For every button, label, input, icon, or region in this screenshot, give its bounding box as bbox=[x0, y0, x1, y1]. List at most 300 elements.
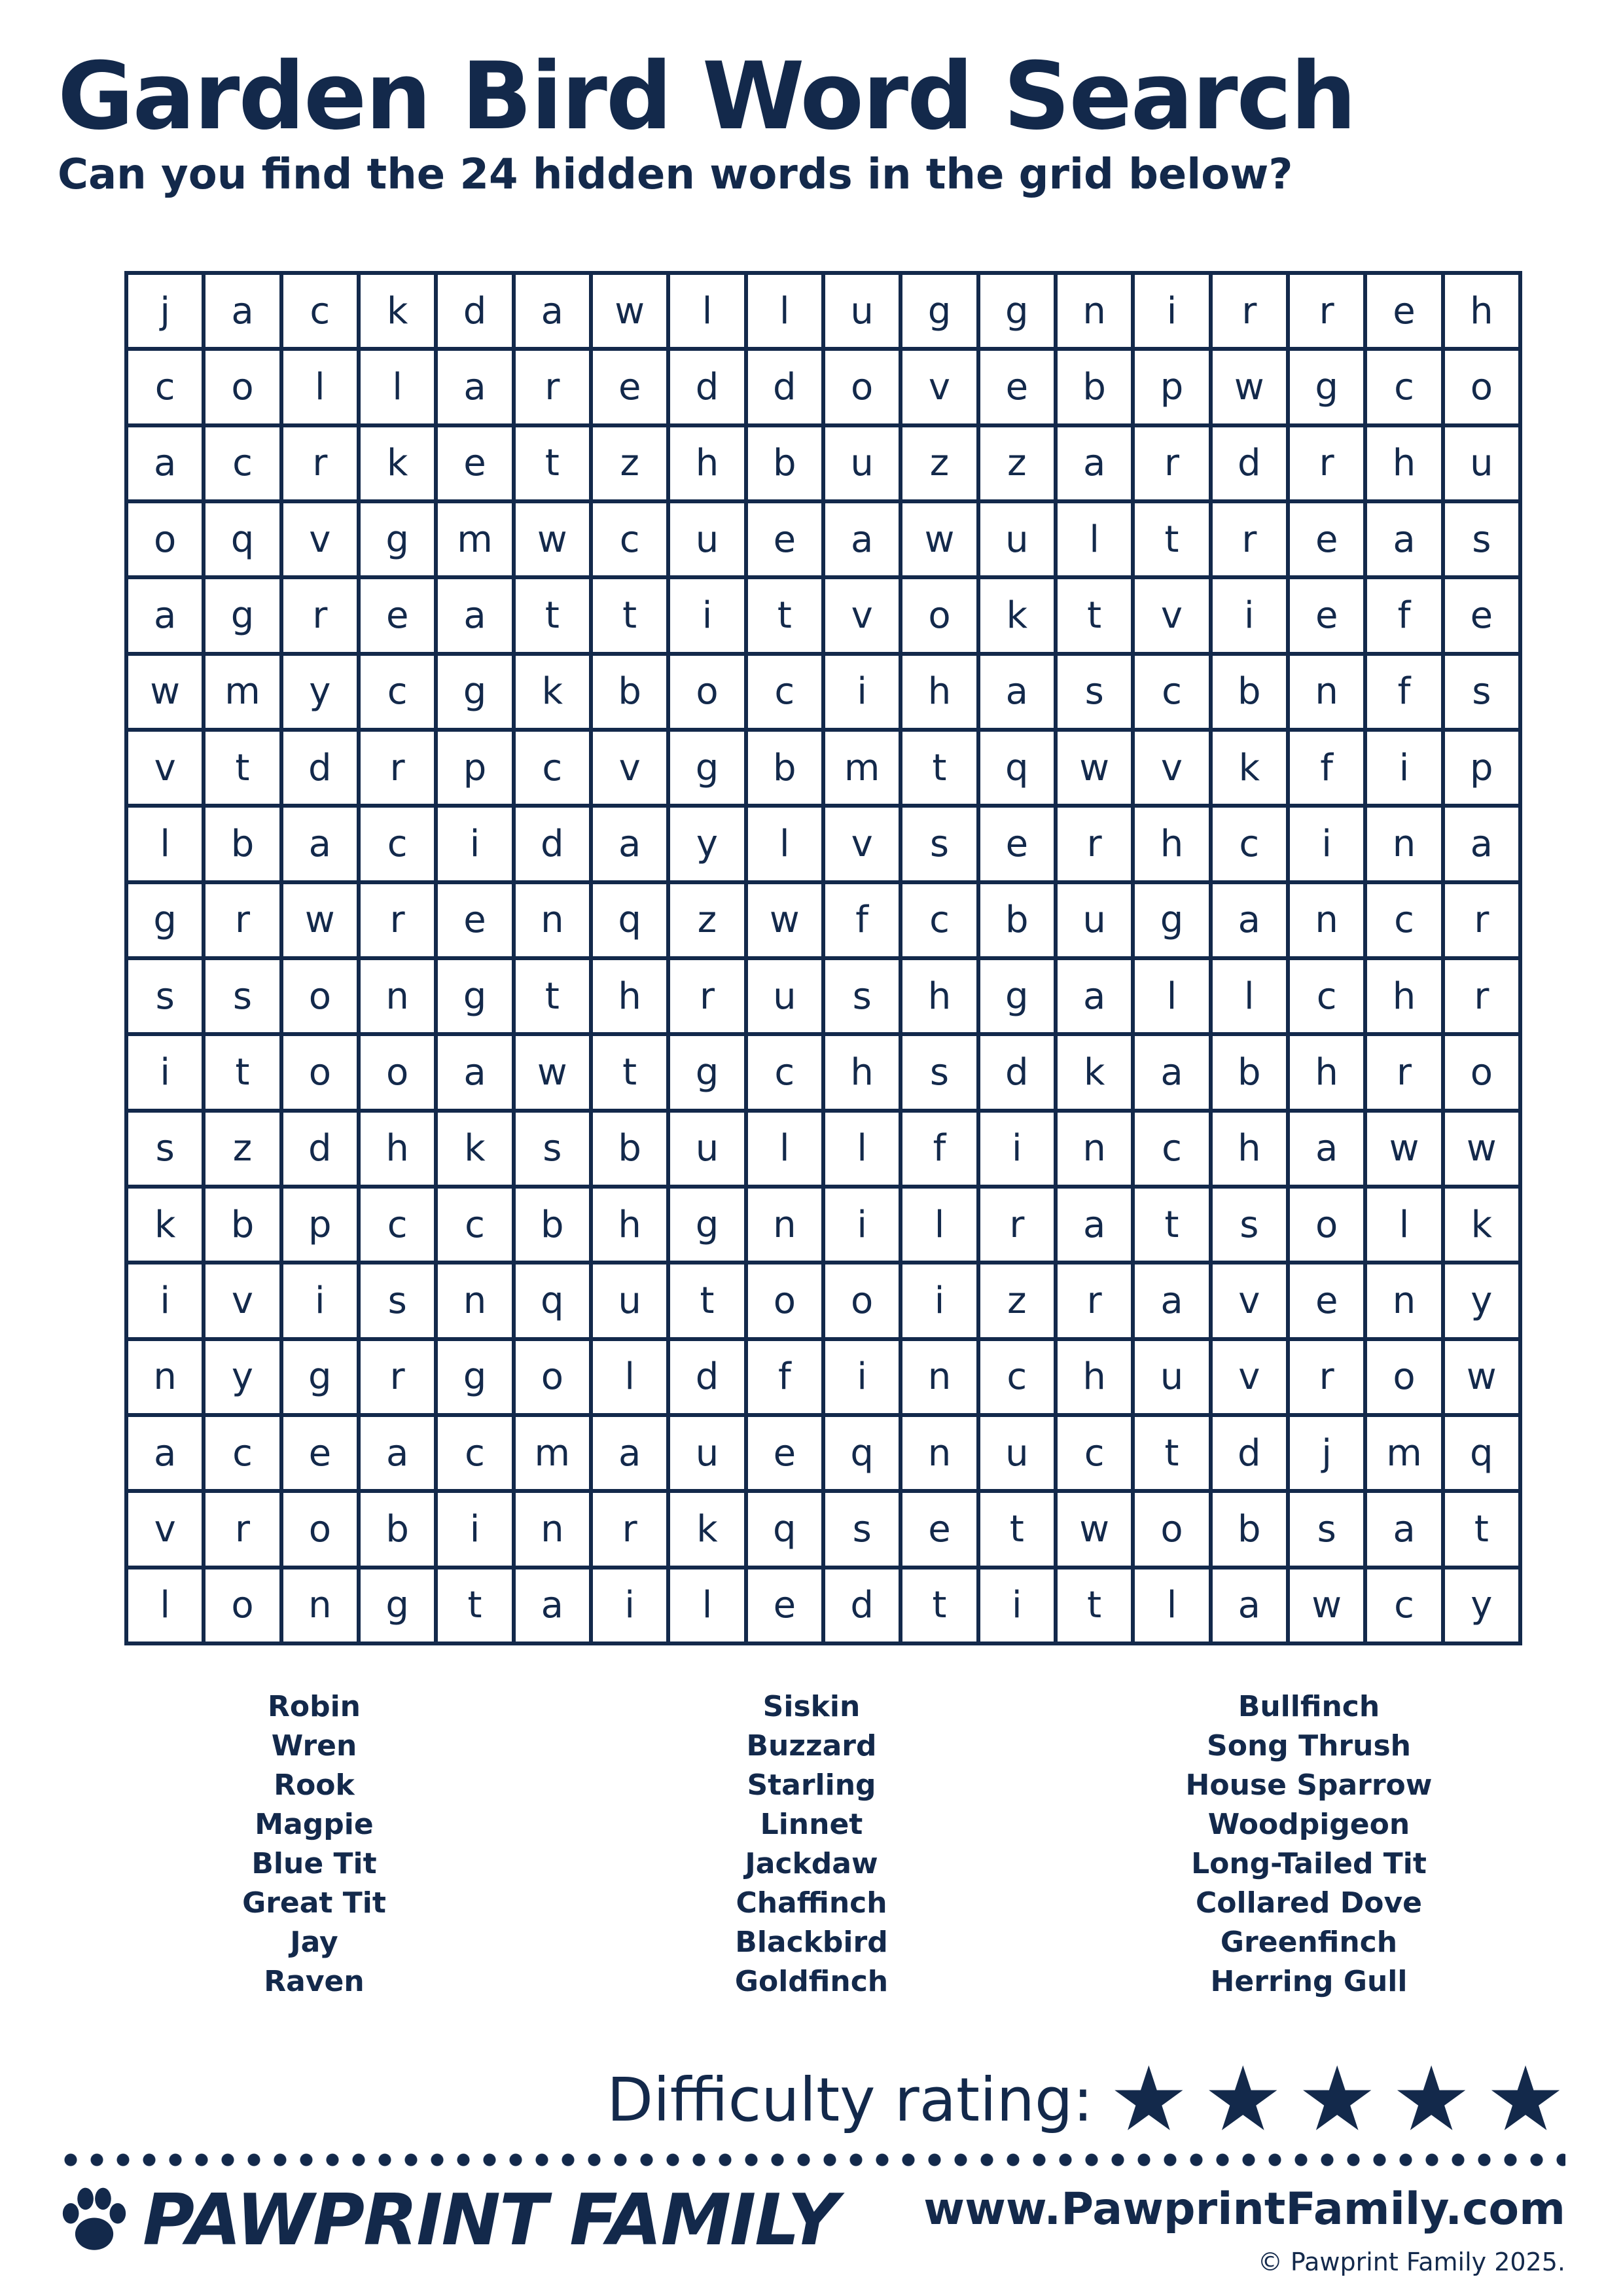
grid-cell[interactable]: t bbox=[516, 427, 593, 503]
grid-cell[interactable]: s bbox=[902, 1036, 980, 1112]
grid-cell[interactable]: i bbox=[825, 1189, 902, 1265]
grid-cell[interactable]: j bbox=[1290, 1417, 1367, 1493]
grid-cell[interactable]: h bbox=[361, 1113, 438, 1189]
grid-cell[interactable]: t bbox=[1058, 1570, 1135, 1645]
grid-cell[interactable]: n bbox=[748, 1189, 825, 1265]
grid-cell[interactable]: d bbox=[283, 732, 361, 808]
grid-cell[interactable]: t bbox=[1058, 579, 1135, 655]
grid-cell[interactable]: a bbox=[1135, 1036, 1212, 1112]
grid-cell[interactable]: i bbox=[128, 1036, 205, 1112]
grid-cell[interactable]: q bbox=[980, 732, 1058, 808]
grid-cell[interactable]: v bbox=[593, 732, 670, 808]
grid-cell[interactable]: o bbox=[361, 1036, 438, 1112]
grid-cell[interactable]: c bbox=[361, 808, 438, 884]
grid-cell[interactable]: u bbox=[1445, 427, 1522, 503]
grid-cell[interactable]: o bbox=[1290, 1189, 1367, 1265]
grid-cell[interactable]: h bbox=[593, 1189, 670, 1265]
grid-cell[interactable]: t bbox=[438, 1570, 515, 1645]
grid-cell[interactable]: q bbox=[205, 503, 283, 579]
grid-cell[interactable]: k bbox=[516, 656, 593, 732]
grid-cell[interactable]: a bbox=[438, 1036, 515, 1112]
grid-cell[interactable]: d bbox=[980, 1036, 1058, 1112]
grid-cell[interactable]: k bbox=[128, 1189, 205, 1265]
grid-cell[interactable]: r bbox=[283, 427, 361, 503]
grid-cell[interactable]: s bbox=[825, 1493, 902, 1569]
grid-cell[interactable]: t bbox=[205, 732, 283, 808]
grid-cell[interactable]: m bbox=[825, 732, 902, 808]
grid-cell[interactable]: b bbox=[1213, 1036, 1290, 1112]
grid-cell[interactable]: l bbox=[1213, 960, 1290, 1036]
grid-cell[interactable]: a bbox=[1445, 808, 1522, 884]
grid-cell[interactable]: r bbox=[205, 1493, 283, 1569]
grid-cell[interactable]: e bbox=[1290, 579, 1367, 655]
grid-cell[interactable]: o bbox=[283, 1493, 361, 1569]
grid-cell[interactable]: a bbox=[128, 1417, 205, 1493]
grid-cell[interactable]: p bbox=[438, 732, 515, 808]
grid-cell[interactable]: e bbox=[980, 808, 1058, 884]
grid-cell[interactable]: w bbox=[902, 503, 980, 579]
grid-cell[interactable]: l bbox=[1135, 960, 1212, 1036]
grid-cell[interactable]: a bbox=[1058, 960, 1135, 1036]
grid-cell[interactable]: a bbox=[361, 1417, 438, 1493]
grid-cell[interactable]: l bbox=[748, 1113, 825, 1189]
grid-cell[interactable]: o bbox=[128, 503, 205, 579]
grid-cell[interactable]: l bbox=[283, 351, 361, 427]
grid-cell[interactable]: s bbox=[128, 960, 205, 1036]
grid-cell[interactable]: l bbox=[670, 1570, 747, 1645]
grid-cell[interactable]: h bbox=[1213, 1113, 1290, 1189]
grid-cell[interactable]: l bbox=[593, 1341, 670, 1417]
grid-cell[interactable]: b bbox=[593, 1113, 670, 1189]
grid-cell[interactable]: l bbox=[361, 351, 438, 427]
grid-cell[interactable]: a bbox=[1367, 503, 1444, 579]
grid-cell[interactable]: a bbox=[283, 808, 361, 884]
grid-cell[interactable]: f bbox=[1290, 732, 1367, 808]
grid-cell[interactable]: r bbox=[205, 884, 283, 960]
grid-cell[interactable]: v bbox=[825, 808, 902, 884]
grid-cell[interactable]: e bbox=[1290, 503, 1367, 579]
grid-cell[interactable]: l bbox=[902, 1189, 980, 1265]
grid-cell[interactable]: v bbox=[128, 732, 205, 808]
grid-cell[interactable]: r bbox=[1058, 808, 1135, 884]
grid-cell[interactable]: k bbox=[1445, 1189, 1522, 1265]
grid-cell[interactable]: m bbox=[1367, 1417, 1444, 1493]
grid-cell[interactable]: q bbox=[516, 1265, 593, 1340]
grid-cell[interactable]: a bbox=[516, 1570, 593, 1645]
grid-cell[interactable]: o bbox=[1135, 1493, 1212, 1569]
grid-cell[interactable]: s bbox=[1445, 656, 1522, 732]
grid-cell[interactable]: s bbox=[1290, 1493, 1367, 1569]
grid-cell[interactable]: g bbox=[128, 884, 205, 960]
grid-cell[interactable]: y bbox=[283, 656, 361, 732]
grid-cell[interactable]: h bbox=[593, 960, 670, 1036]
grid-cell[interactable]: a bbox=[1213, 1570, 1290, 1645]
grid-cell[interactable]: c bbox=[516, 732, 593, 808]
grid-cell[interactable]: k bbox=[1213, 732, 1290, 808]
grid-cell[interactable]: u bbox=[825, 275, 902, 351]
grid-cell[interactable]: n bbox=[1290, 656, 1367, 732]
grid-cell[interactable]: q bbox=[593, 884, 670, 960]
grid-cell[interactable]: r bbox=[361, 1341, 438, 1417]
grid-cell[interactable]: n bbox=[438, 1265, 515, 1340]
grid-cell[interactable]: c bbox=[1367, 884, 1444, 960]
grid-cell[interactable]: s bbox=[902, 808, 980, 884]
grid-cell[interactable]: d bbox=[748, 351, 825, 427]
grid-cell[interactable]: n bbox=[361, 960, 438, 1036]
grid-cell[interactable]: h bbox=[825, 1036, 902, 1112]
grid-cell[interactable]: s bbox=[516, 1113, 593, 1189]
grid-cell[interactable]: h bbox=[670, 427, 747, 503]
grid-cell[interactable]: t bbox=[593, 1036, 670, 1112]
grid-cell[interactable]: h bbox=[902, 960, 980, 1036]
grid-cell[interactable]: r bbox=[361, 884, 438, 960]
grid-cell[interactable]: o bbox=[825, 1265, 902, 1340]
grid-cell[interactable]: k bbox=[438, 1113, 515, 1189]
grid-cell[interactable]: c bbox=[1367, 1570, 1444, 1645]
grid-cell[interactable]: g bbox=[1135, 884, 1212, 960]
grid-cell[interactable]: w bbox=[516, 1036, 593, 1112]
grid-cell[interactable]: h bbox=[1135, 808, 1212, 884]
grid-cell[interactable]: e bbox=[980, 351, 1058, 427]
grid-cell[interactable]: k bbox=[361, 275, 438, 351]
grid-cell[interactable]: b bbox=[516, 1189, 593, 1265]
grid-cell[interactable]: i bbox=[128, 1265, 205, 1340]
grid-cell[interactable]: i bbox=[1290, 808, 1367, 884]
grid-cell[interactable]: w bbox=[1445, 1113, 1522, 1189]
grid-cell[interactable]: d bbox=[516, 808, 593, 884]
grid-cell[interactable]: e bbox=[593, 351, 670, 427]
grid-cell[interactable]: w bbox=[593, 275, 670, 351]
grid-cell[interactable]: b bbox=[748, 427, 825, 503]
grid-cell[interactable]: w bbox=[1058, 1493, 1135, 1569]
grid-cell[interactable]: c bbox=[748, 1036, 825, 1112]
grid-cell[interactable]: s bbox=[1058, 656, 1135, 732]
grid-cell[interactable]: a bbox=[1290, 1113, 1367, 1189]
grid-cell[interactable]: i bbox=[825, 1341, 902, 1417]
grid-cell[interactable]: n bbox=[516, 884, 593, 960]
grid-cell[interactable]: q bbox=[1445, 1417, 1522, 1493]
grid-cell[interactable]: h bbox=[1290, 1036, 1367, 1112]
grid-cell[interactable]: i bbox=[1213, 579, 1290, 655]
grid-cell[interactable]: q bbox=[825, 1417, 902, 1493]
grid-cell[interactable]: v bbox=[128, 1493, 205, 1569]
grid-cell[interactable]: a bbox=[516, 275, 593, 351]
grid-cell[interactable]: a bbox=[593, 1417, 670, 1493]
grid-cell[interactable]: f bbox=[825, 884, 902, 960]
grid-cell[interactable]: o bbox=[1445, 1036, 1522, 1112]
grid-cell[interactable]: r bbox=[1213, 275, 1290, 351]
grid-cell[interactable]: b bbox=[361, 1493, 438, 1569]
grid-cell[interactable]: t bbox=[902, 732, 980, 808]
grid-cell[interactable]: e bbox=[1367, 275, 1444, 351]
grid-cell[interactable]: a bbox=[438, 351, 515, 427]
grid-cell[interactable]: b bbox=[980, 884, 1058, 960]
grid-cell[interactable]: h bbox=[1367, 960, 1444, 1036]
grid-cell[interactable]: b bbox=[205, 1189, 283, 1265]
grid-cell[interactable]: t bbox=[1135, 503, 1212, 579]
grid-cell[interactable]: v bbox=[1135, 732, 1212, 808]
grid-cell[interactable]: e bbox=[1290, 1265, 1367, 1340]
grid-cell[interactable]: h bbox=[1058, 1341, 1135, 1417]
grid-cell[interactable]: k bbox=[361, 427, 438, 503]
grid-cell[interactable]: f bbox=[1367, 656, 1444, 732]
grid-cell[interactable]: o bbox=[748, 1265, 825, 1340]
grid-cell[interactable]: a bbox=[128, 427, 205, 503]
grid-cell[interactable]: r bbox=[1058, 1265, 1135, 1340]
grid-cell[interactable]: c bbox=[1213, 808, 1290, 884]
grid-cell[interactable]: c bbox=[593, 503, 670, 579]
grid-cell[interactable]: h bbox=[902, 656, 980, 732]
grid-cell[interactable]: a bbox=[128, 579, 205, 655]
grid-cell[interactable]: a bbox=[1367, 1493, 1444, 1569]
grid-cell[interactable]: v bbox=[825, 579, 902, 655]
grid-cell[interactable]: t bbox=[1135, 1417, 1212, 1493]
grid-cell[interactable]: e bbox=[748, 1417, 825, 1493]
grid-cell[interactable]: q bbox=[748, 1493, 825, 1569]
grid-cell[interactable]: z bbox=[670, 884, 747, 960]
grid-cell[interactable]: s bbox=[205, 960, 283, 1036]
grid-cell[interactable]: a bbox=[1135, 1265, 1212, 1340]
grid-cell[interactable]: i bbox=[593, 1570, 670, 1645]
grid-cell[interactable]: d bbox=[825, 1570, 902, 1645]
grid-cell[interactable]: r bbox=[361, 732, 438, 808]
grid-cell[interactable]: o bbox=[205, 351, 283, 427]
grid-cell[interactable]: c bbox=[283, 275, 361, 351]
grid-cell[interactable]: d bbox=[283, 1113, 361, 1189]
grid-cell[interactable]: c bbox=[205, 427, 283, 503]
grid-cell[interactable]: p bbox=[1135, 351, 1212, 427]
grid-cell[interactable]: c bbox=[1367, 351, 1444, 427]
grid-cell[interactable]: g bbox=[205, 579, 283, 655]
grid-cell[interactable]: t bbox=[1445, 1493, 1522, 1569]
grid-cell[interactable]: d bbox=[438, 275, 515, 351]
grid-cell[interactable]: v bbox=[1135, 579, 1212, 655]
grid-cell[interactable]: l bbox=[748, 275, 825, 351]
grid-cell[interactable]: l bbox=[670, 275, 747, 351]
grid-cell[interactable]: n bbox=[902, 1341, 980, 1417]
grid-cell[interactable]: b bbox=[1058, 351, 1135, 427]
grid-cell[interactable]: o bbox=[1445, 351, 1522, 427]
grid-cell[interactable]: c bbox=[748, 656, 825, 732]
grid-cell[interactable]: f bbox=[748, 1341, 825, 1417]
grid-cell[interactable]: y bbox=[1445, 1570, 1522, 1645]
grid-cell[interactable]: g bbox=[902, 275, 980, 351]
grid-cell[interactable]: u bbox=[748, 960, 825, 1036]
grid-cell[interactable]: i bbox=[902, 1265, 980, 1340]
grid-cell[interactable]: r bbox=[1290, 1341, 1367, 1417]
grid-cell[interactable]: i bbox=[670, 579, 747, 655]
grid-cell[interactable]: l bbox=[1367, 1189, 1444, 1265]
grid-cell[interactable]: v bbox=[1213, 1265, 1290, 1340]
grid-cell[interactable]: r bbox=[1290, 275, 1367, 351]
grid-cell[interactable]: v bbox=[205, 1265, 283, 1340]
grid-cell[interactable]: e bbox=[283, 1417, 361, 1493]
grid-cell[interactable]: s bbox=[1445, 503, 1522, 579]
grid-cell[interactable]: t bbox=[670, 1265, 747, 1340]
grid-cell[interactable]: n bbox=[1367, 1265, 1444, 1340]
grid-cell[interactable]: a bbox=[825, 503, 902, 579]
grid-cell[interactable]: g bbox=[438, 1341, 515, 1417]
grid-cell[interactable]: c bbox=[1135, 1113, 1212, 1189]
grid-cell[interactable]: a bbox=[593, 808, 670, 884]
grid-cell[interactable]: n bbox=[128, 1341, 205, 1417]
grid-cell[interactable]: j bbox=[128, 275, 205, 351]
grid-cell[interactable]: c bbox=[128, 351, 205, 427]
grid-cell[interactable]: z bbox=[902, 427, 980, 503]
grid-cell[interactable]: m bbox=[205, 656, 283, 732]
grid-cell[interactable]: s bbox=[361, 1265, 438, 1340]
grid-cell[interactable]: l bbox=[1058, 503, 1135, 579]
grid-cell[interactable]: i bbox=[980, 1570, 1058, 1645]
grid-cell[interactable]: w bbox=[1213, 351, 1290, 427]
grid-cell[interactable]: e bbox=[1445, 579, 1522, 655]
grid-cell[interactable]: d bbox=[670, 1341, 747, 1417]
grid-cell[interactable]: e bbox=[361, 579, 438, 655]
grid-cell[interactable]: a bbox=[1213, 884, 1290, 960]
grid-cell[interactable]: h bbox=[1367, 427, 1444, 503]
grid-cell[interactable]: b bbox=[205, 808, 283, 884]
grid-cell[interactable]: k bbox=[1058, 1036, 1135, 1112]
grid-cell[interactable]: u bbox=[670, 503, 747, 579]
grid-cell[interactable]: v bbox=[902, 351, 980, 427]
grid-cell[interactable]: t bbox=[980, 1493, 1058, 1569]
grid-cell[interactable]: o bbox=[825, 351, 902, 427]
grid-cell[interactable]: w bbox=[1367, 1113, 1444, 1189]
grid-cell[interactable]: o bbox=[283, 1036, 361, 1112]
grid-cell[interactable]: c bbox=[361, 656, 438, 732]
grid-cell[interactable]: i bbox=[438, 808, 515, 884]
grid-cell[interactable]: f bbox=[902, 1113, 980, 1189]
grid-cell[interactable]: z bbox=[205, 1113, 283, 1189]
grid-cell[interactable]: z bbox=[980, 427, 1058, 503]
grid-cell[interactable]: g bbox=[670, 1189, 747, 1265]
grid-cell[interactable]: l bbox=[128, 808, 205, 884]
grid-cell[interactable]: g bbox=[670, 1036, 747, 1112]
grid-cell[interactable]: r bbox=[516, 351, 593, 427]
grid-cell[interactable]: t bbox=[205, 1036, 283, 1112]
grid-cell[interactable]: r bbox=[1445, 960, 1522, 1036]
grid-cell[interactable]: f bbox=[1367, 579, 1444, 655]
grid-cell[interactable]: r bbox=[1135, 427, 1212, 503]
grid-cell[interactable]: g bbox=[438, 960, 515, 1036]
grid-cell[interactable]: i bbox=[1367, 732, 1444, 808]
grid-cell[interactable]: n bbox=[902, 1417, 980, 1493]
grid-cell[interactable]: z bbox=[593, 427, 670, 503]
grid-cell[interactable]: t bbox=[1135, 1189, 1212, 1265]
grid-cell[interactable]: c bbox=[205, 1417, 283, 1493]
grid-cell[interactable]: g bbox=[438, 656, 515, 732]
grid-cell[interactable]: t bbox=[902, 1570, 980, 1645]
grid-cell[interactable]: o bbox=[283, 960, 361, 1036]
grid-cell[interactable]: g bbox=[361, 1570, 438, 1645]
grid-cell[interactable]: w bbox=[516, 503, 593, 579]
grid-cell[interactable]: b bbox=[593, 656, 670, 732]
grid-cell[interactable]: y bbox=[670, 808, 747, 884]
grid-cell[interactable]: i bbox=[980, 1113, 1058, 1189]
grid-cell[interactable]: o bbox=[902, 579, 980, 655]
grid-cell[interactable]: u bbox=[593, 1265, 670, 1340]
grid-cell[interactable]: v bbox=[283, 503, 361, 579]
grid-cell[interactable]: o bbox=[205, 1570, 283, 1645]
grid-cell[interactable]: m bbox=[438, 503, 515, 579]
grid-cell[interactable]: r bbox=[283, 579, 361, 655]
grid-cell[interactable]: b bbox=[748, 732, 825, 808]
grid-cell[interactable]: c bbox=[902, 884, 980, 960]
grid-cell[interactable]: r bbox=[1213, 503, 1290, 579]
grid-cell[interactable]: p bbox=[1445, 732, 1522, 808]
grid-cell[interactable]: e bbox=[748, 503, 825, 579]
grid-cell[interactable]: n bbox=[516, 1493, 593, 1569]
grid-cell[interactable]: n bbox=[1058, 275, 1135, 351]
grid-cell[interactable]: n bbox=[283, 1570, 361, 1645]
grid-cell[interactable]: h bbox=[1445, 275, 1522, 351]
grid-cell[interactable]: p bbox=[283, 1189, 361, 1265]
grid-cell[interactable]: i bbox=[1135, 275, 1212, 351]
grid-cell[interactable]: r bbox=[980, 1189, 1058, 1265]
grid-cell[interactable]: c bbox=[980, 1341, 1058, 1417]
grid-cell[interactable]: w bbox=[748, 884, 825, 960]
grid-cell[interactable]: u bbox=[670, 1113, 747, 1189]
grid-cell[interactable]: n bbox=[1058, 1113, 1135, 1189]
grid-cell[interactable]: k bbox=[670, 1493, 747, 1569]
grid-cell[interactable]: a bbox=[1058, 427, 1135, 503]
grid-cell[interactable]: l bbox=[1135, 1570, 1212, 1645]
grid-cell[interactable]: a bbox=[205, 275, 283, 351]
grid-cell[interactable]: y bbox=[1445, 1265, 1522, 1340]
grid-cell[interactable]: i bbox=[283, 1265, 361, 1340]
grid-cell[interactable]: w bbox=[1445, 1341, 1522, 1417]
grid-cell[interactable]: r bbox=[1445, 884, 1522, 960]
grid-cell[interactable]: w bbox=[1058, 732, 1135, 808]
grid-cell[interactable]: s bbox=[128, 1113, 205, 1189]
grid-cell[interactable]: d bbox=[1213, 1417, 1290, 1493]
grid-cell[interactable]: c bbox=[1135, 656, 1212, 732]
grid-cell[interactable]: a bbox=[438, 579, 515, 655]
grid-cell[interactable]: s bbox=[825, 960, 902, 1036]
grid-cell[interactable]: i bbox=[825, 656, 902, 732]
grid-cell[interactable]: w bbox=[283, 884, 361, 960]
grid-cell[interactable]: c bbox=[361, 1189, 438, 1265]
grid-cell[interactable]: g bbox=[361, 503, 438, 579]
grid-cell[interactable]: m bbox=[516, 1417, 593, 1493]
grid-cell[interactable]: t bbox=[516, 960, 593, 1036]
grid-cell[interactable]: l bbox=[748, 808, 825, 884]
grid-cell[interactable]: z bbox=[980, 1265, 1058, 1340]
grid-cell[interactable]: e bbox=[438, 884, 515, 960]
grid-cell[interactable]: u bbox=[980, 1417, 1058, 1493]
grid-cell[interactable]: t bbox=[748, 579, 825, 655]
grid-cell[interactable]: c bbox=[438, 1417, 515, 1493]
grid-cell[interactable]: b bbox=[1213, 656, 1290, 732]
grid-cell[interactable]: c bbox=[438, 1189, 515, 1265]
grid-cell[interactable]: g bbox=[1290, 351, 1367, 427]
grid-cell[interactable]: s bbox=[1213, 1189, 1290, 1265]
grid-cell[interactable]: u bbox=[1058, 884, 1135, 960]
grid-cell[interactable]: g bbox=[980, 960, 1058, 1036]
grid-cell[interactable]: a bbox=[980, 656, 1058, 732]
grid-cell[interactable]: r bbox=[1290, 427, 1367, 503]
grid-cell[interactable]: e bbox=[438, 427, 515, 503]
grid-cell[interactable]: d bbox=[670, 351, 747, 427]
grid-cell[interactable]: b bbox=[1213, 1493, 1290, 1569]
grid-cell[interactable]: n bbox=[1367, 808, 1444, 884]
grid-cell[interactable]: k bbox=[980, 579, 1058, 655]
website-link[interactable]: www.PawprintFamily.com bbox=[923, 2183, 1565, 2235]
grid-cell[interactable]: v bbox=[1213, 1341, 1290, 1417]
grid-cell[interactable]: g bbox=[670, 732, 747, 808]
grid-cell[interactable]: c bbox=[1290, 960, 1367, 1036]
grid-cell[interactable]: l bbox=[825, 1113, 902, 1189]
